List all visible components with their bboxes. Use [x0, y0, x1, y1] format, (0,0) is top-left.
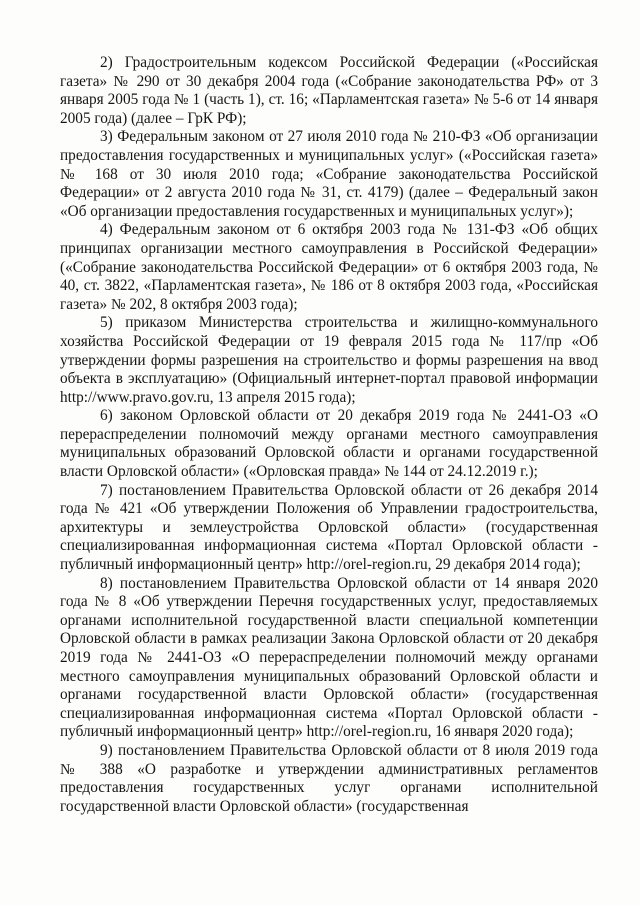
document-body — [60, 54, 598, 816]
paragraph-6: 6) законом Орловской области от 20 декабря 2019 года № 2441-ОЗ «О перераспределении полномочий между органами местного самоуправления муниципальных образований Орловской области и органами государственной власти Орловской области» («Орловская правда» № 144 от 24.12.2019 г.); — [60, 407, 598, 481]
paragraph-2: 2) Градостроительным кодексом Российской Федерации («Российская газета» № 290 от 30 декабря 2004 года («Собрание законодательства РФ» от 3 января 2005 года № 1 (часть 1), ст. 16; «Парламентская газета» № 5-6 от 14 января 2005 года) (далее – ГрК РФ); — [60, 54, 598, 127]
paragraph-5: 5) приказом Министерства строительства и жилищно-коммунального хозяйства Российской Федерации от 19 февраля 2015 года № 117/пр «Об утверждении формы разрешения на строительство и формы разрешения на ввод объекта в эксплуатацию» (Официальный интернет-портал правовой информации http://www.pravo.gov.ru, 13 апреля 2015 года); — [60, 314, 598, 406]
paragraph-3: 3) Федеральным законом от 27 июля 2010 года № 210-ФЗ «Об организации предоставления государственных и муниципальных услуг» («Российская газета» № 168 от 30 июля 2010 года; «Собрание законодательства Российской Федерации» от 2 августа 2010 года № 31, ст. 4179) (далее – Федеральный закон «Об организации предоставления государственных и муниципальных услуг»); — [60, 128, 598, 220]
paragraph-4: 4) Федеральным законом от 6 октября 2003 года № 131-ФЗ «Об общих принципах организации местного самоуправления в Российской Федерации» («Собрание законодательства Российской Федерации» от 6 октября 2003 года, № 40, ст. 3822, «Парламентская газета», № 186 от 8 октября 2003 года, «Российская газета» № 202, 8 октября 2003 года); — [60, 221, 598, 313]
paragraph-7: 7) постановлением Правительства Орловской области от 26 декабря 2014 года № 421 «Об утверждении Положения об Управлении градостроительства, архитектуры и землеустройства Орловской области» (государственная специализированная информационная система «Портал Орловской области - публичный информационный центр» http://orel-region.ru, 29 декабря 2014 года); — [60, 481, 598, 574]
paragraph-9: 9) постановлением Правительства Орловской области от 8 июля 2019 года № 388 «О разработке и утверждении административных регламентов предоставления государственных услуг органами исполнительной государственной власти Орловской области» (государственная — [60, 741, 598, 815]
paragraph-8: 8) постановлением Правительства Орловской области от 14 января 2020 года № 8 «Об утверждении Перечня государственных услуг, предоставляемых органами исполнительной государственной власти специальной компетенции Орловской области в рамках реализации Закона Орловской области от 20 декабря 2019 года № 2441-ОЗ «О перераспределении полномочий между органами местного самоуправления муниципальных образований Орловской области и органами государственной власти Орловской области» (государственная специализированная информационная система «Портал Орловской области - публичный информационный центр» http://orel-region.ru, 16 января 2020 года); — [60, 574, 598, 741]
